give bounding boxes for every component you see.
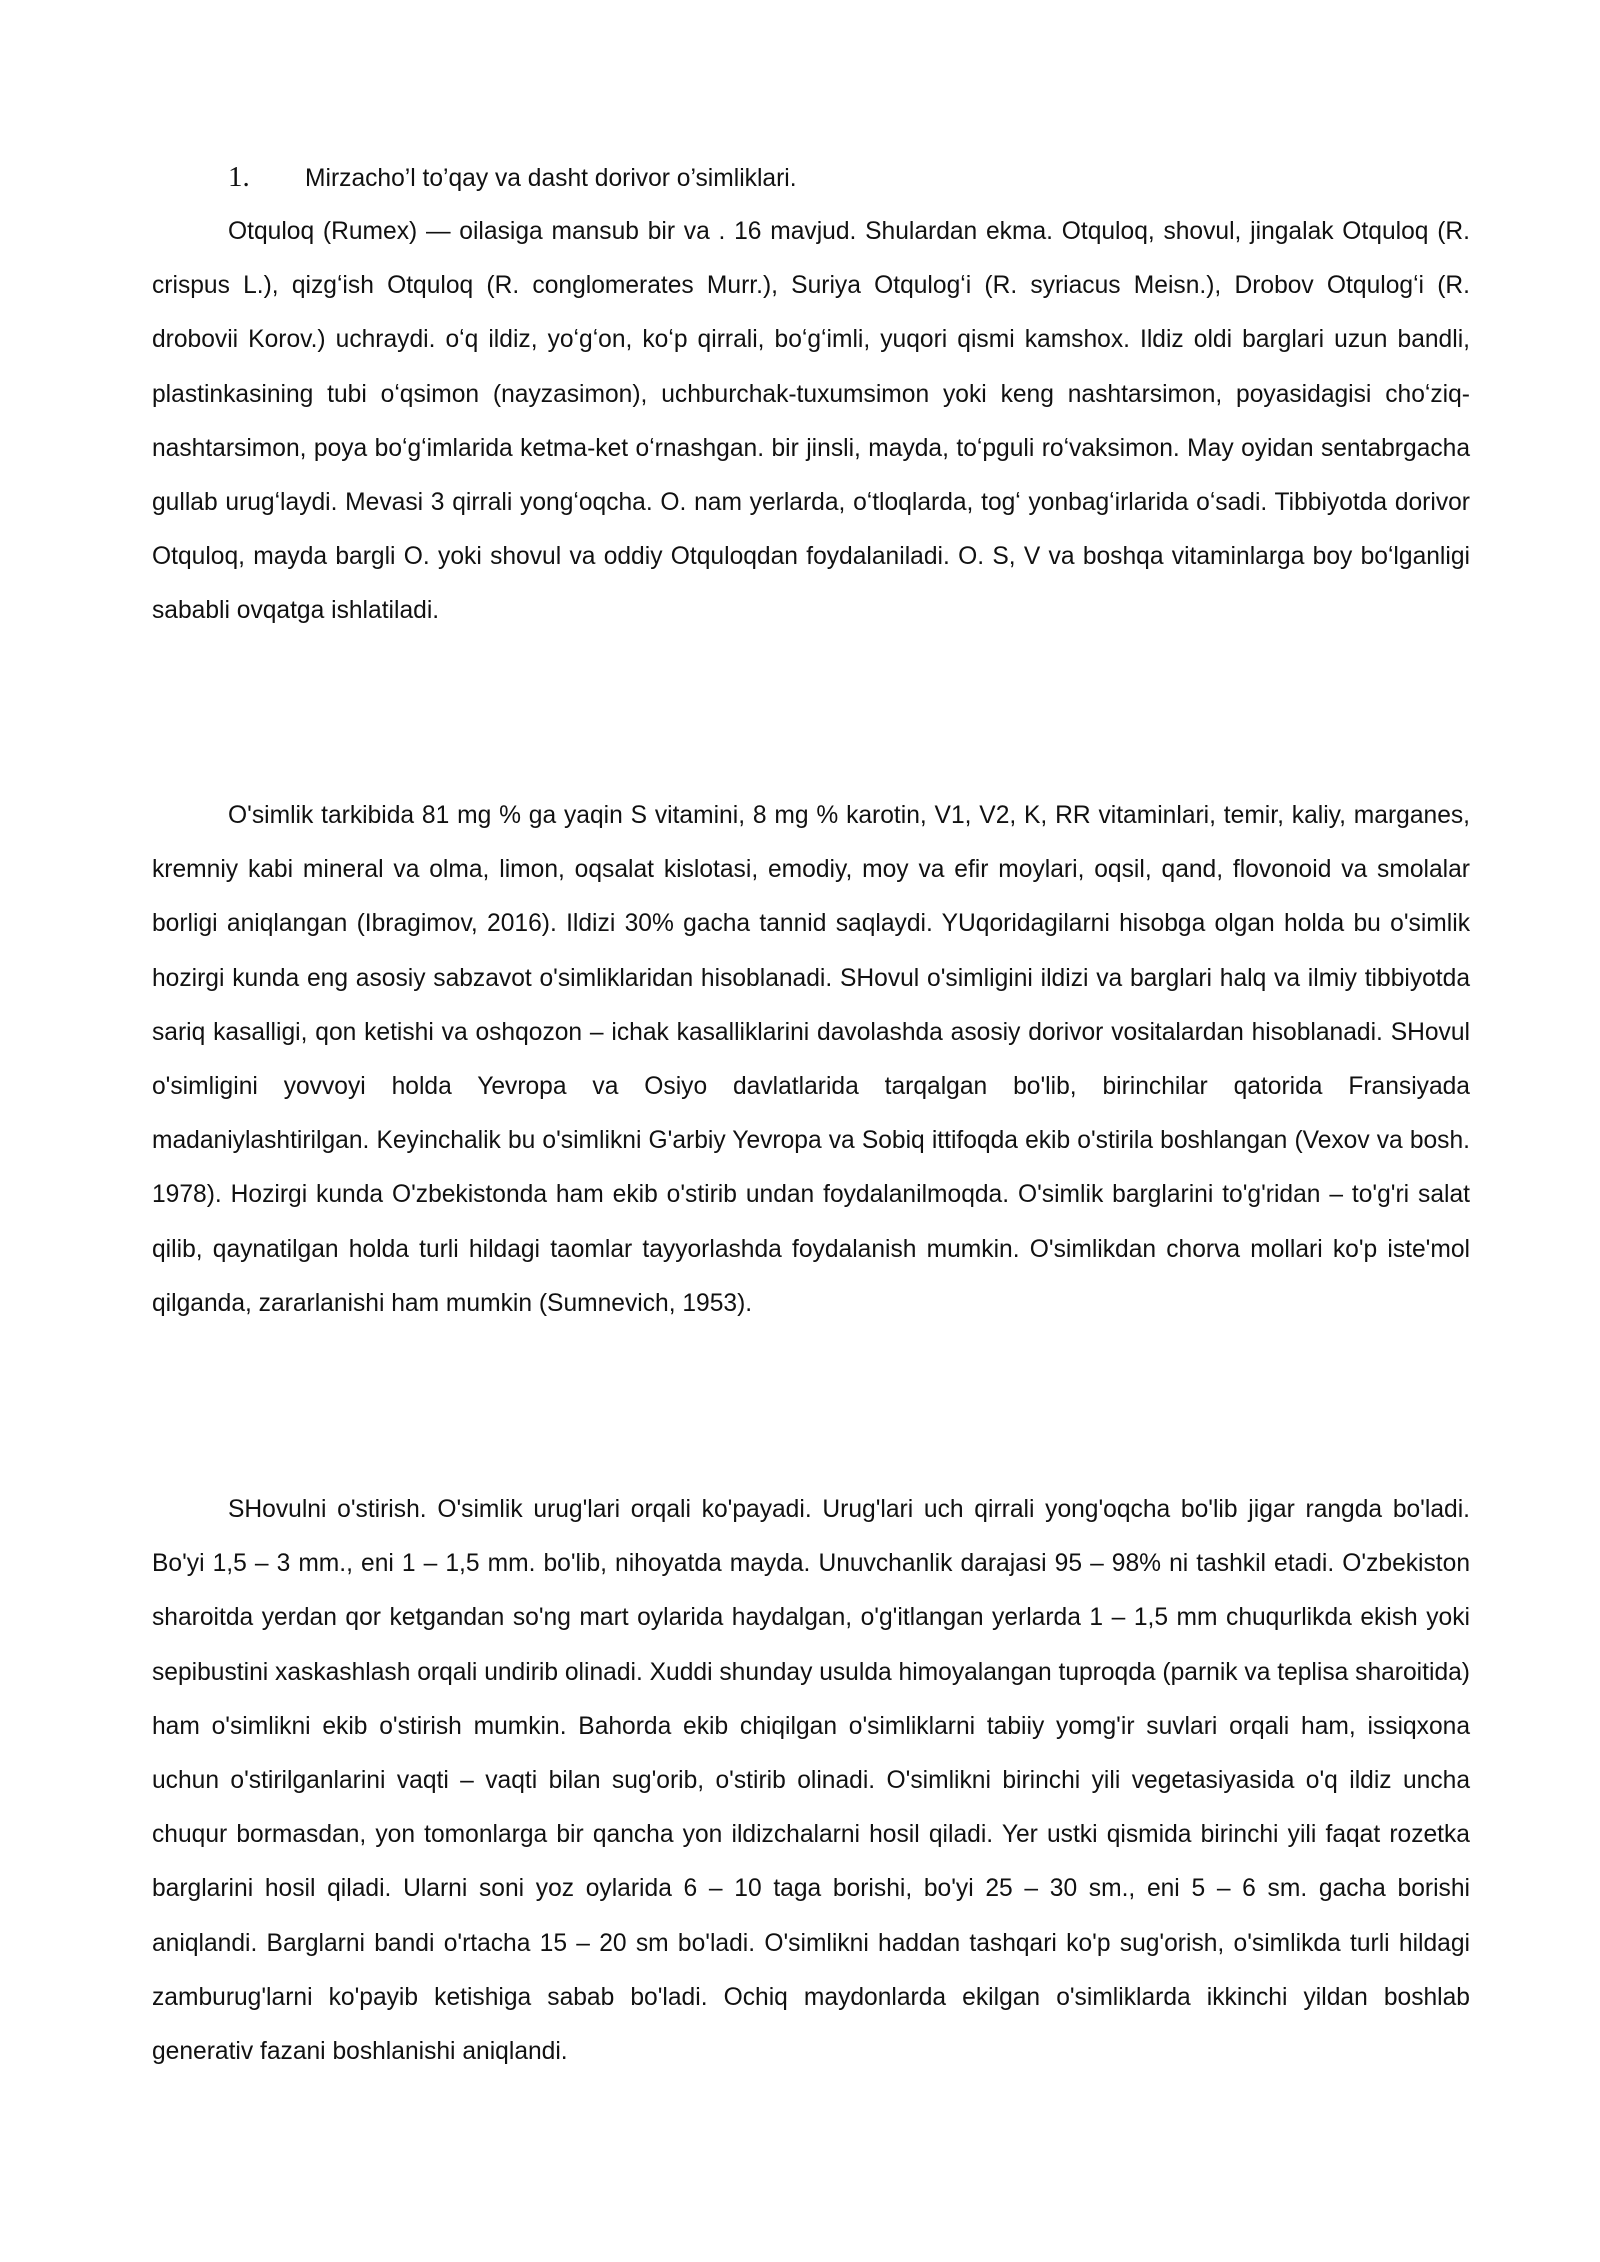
- paragraph-otquloq-description: Otquloq (Rumex) — oilasiga mansub bir va . 16 mavjud. Shulardan ekma. Otquloq, shovul, jingalak Otquloq (R. crispus L.), qizgʻish Otquloq (R. conglomerates Murr.), Suriya Otqulogʻi (R. syriacus Meisn.), Drobov Otqulogʻi (R. drobovii Korov.) uchraydi. oʻq ildiz, yoʻgʻon, koʻp qirrali, boʻgʻimli, yuqori qismi kamshox. Ildiz oldi barglari uzun bandli, plastinkasining tubi oʻqsimon (nayzasimon), uchburchak-tuxumsimon yoki keng nashtarsimon, poyasidagisi choʻziq-nashtarsimon, poya boʻgʻimlarida ketma-ket oʻrnashgan. bir jinsli, mayda, toʻpguli roʻvaksimon. May oyidan sentabrgacha gullab urugʻlaydi. Mevasi 3 qirrali yongʻoqcha. O. nam yerlarda, oʻtloqlarda, togʻ yonbagʻirlarida oʻsadi. Tibbiyotda dorivor Otquloq, mayda bargli O. yoki shovul va oddiy Otquloqdan foydalaniladi. O. S, V va boshqa vitaminlarga boy boʻlganligi sababli ovqatga ishlatiladi.: [152, 218, 1470, 625]
- section-title: Mirzacho’l to’qay va dasht dorivor o’simliklari.: [305, 165, 797, 192]
- paragraph-composition: O'simlik tarkibida 81 mg % ga yaqin S vitamini, 8 mg % karotin, V1, V2, K, RR vitaminlari, temir, kaliy, marganes, kremniy kabi mineral va olma, limon, oqsalat kislotasi, emodiy, moy va efir moylari, oqsil, qand, flovonoid va smolalar borligi aniqlangan (Ibragimov, 2016). Ildizi 30% gacha tannid saqlaydi. YUqoridagilarni hisobga olgan holda bu o'simlik hozirgi kunda eng asosiy sabzavot o'simliklaridan hisoblanadi. SHovul o'simligini ildizi va barglari halq va ilmiy tibbiyotda sariq kasalligi, qon ketishi va oshqozon – ichak kasalliklarini davolashda asosiy dorivor vositalardan hisoblanadi. SHovul o'simligini yovvoyi holda Yevropa va Osiyo davlatlarida tarqalgan bo'lib, birinchilar qatorida Fransiyada madaniylashtirilgan. Keyinchalik bu o'simlikni G'arbiy Yevropa va Sobiq ittifoqda ekib o'stirila boshlangan (Vexov va bosh. 1978). Hozirgi kunda O'zbekistonda ham ekib o'stirib undan foydalanilmoqda. O'simlik barglarini to'g'ridan – to'g'ri salat qilib, qaynatilgan holda turli hildagi taomlar tayyorlashda foydalanish mumkin. O'simlikdan chorva mollari ko'p iste'mol qilganda, zararlanishi ham mumkin (Sumnevich, 1953).: [152, 802, 1470, 1317]
- section-number: 1.: [228, 161, 250, 193]
- section-heading: [228, 157, 797, 199]
- paragraph-cultivation: SHovulni o'stirish. O'simlik urug'lari orqali ko'payadi. Urug'lari uch qirrali yong'oqcha bo'lib jigar rangda bo'ladi. Bo'yi 1,5 – 3 mm., eni 1 – 1,5 mm. bo'lib, nihoyatda mayda. Unuvchanlik darajasi 95 – 98% ni tashkil etadi. O'zbekiston sharoitda yerdan qor ketgandan so'ng mart oylarida haydalgan, o'g'itlangan yerlarda 1 – 1,5 mm chuqurlikda ekish yoki sepibustini xaskashlash orqali undirib olinadi. Xuddi shunday usulda himoyalangan tuproqda (parnik va teplisa sharoitida) ham o'simlikni ekib o'stirish mumkin. Bahorda ekib chiqilgan o'simliklarni tabiiy yomg'ir suvlari orqali ham, issiqxona uchun o'stirilganlarini vaqti – vaqti bilan sug'orib, o'stirib olinadi. O'simlikni birinchi yili vegetasiyasida o'q ildiz uncha chuqur bormasdan, yon tomonlarga bir qancha yon ildizchalarni hosil qiladi. Yer ustki qismida birinchi yili faqat rozetka barglarini hosil qiladi. Ularni soni yoz oylarida 6 – 10 taga borishi, bo'yi 25 – 30 sm., eni 5 – 6 sm. gacha borishi aniqlandi. Barglarni bandi o'rtacha 15 – 20 sm bo'ladi. O'simlikni haddan tashqari ko'p sug'orish, o'simlikda turli hildagi zamburug'larni ko'payib ketishiga sabab bo'ladi. Ochiq maydonlarda ekilgan o'simliklarda ikkinchi yildan boshlab generativ fazani boshlanishi aniqlandi.: [152, 1496, 1470, 2066]
